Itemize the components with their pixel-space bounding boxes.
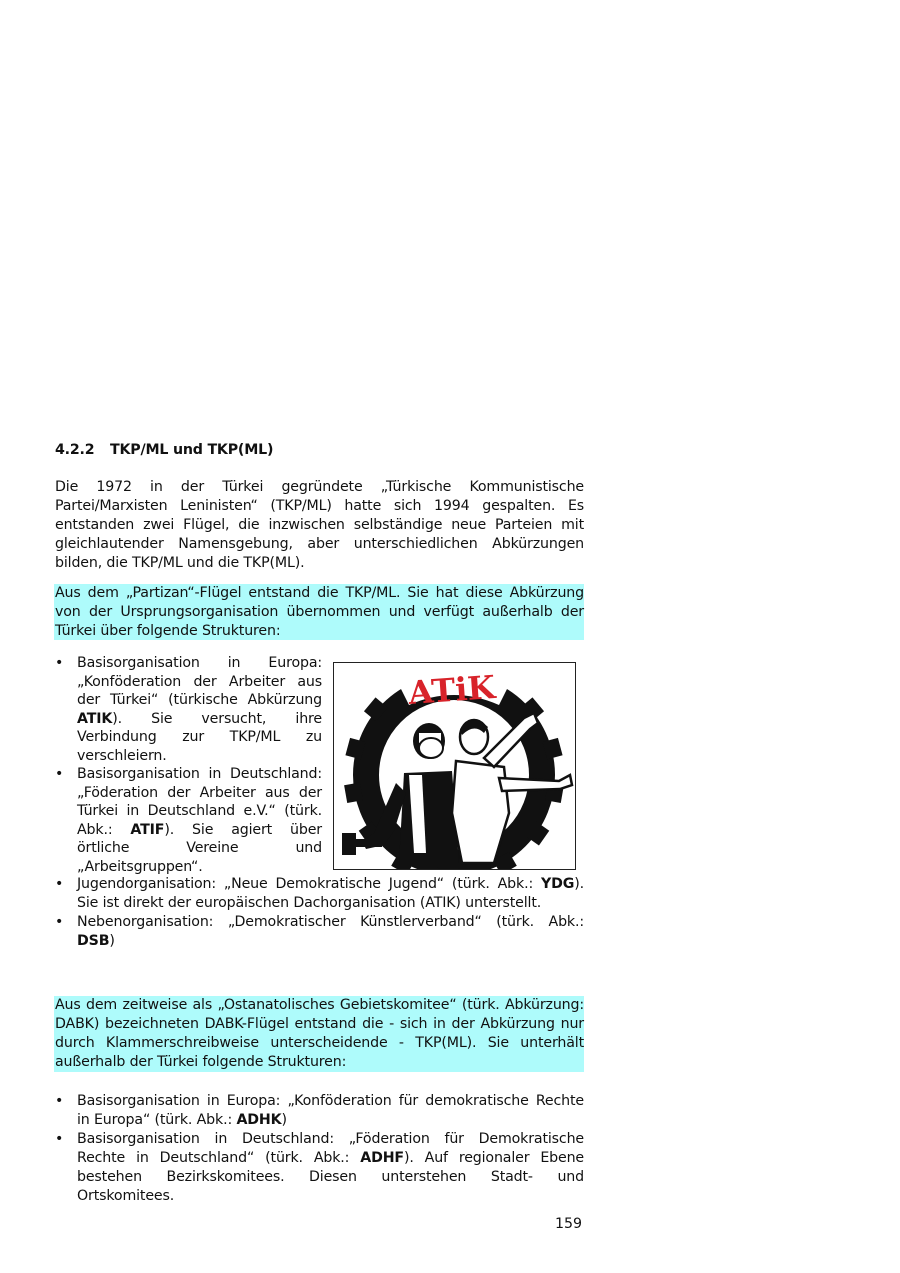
bullet-icon: • — [55, 655, 64, 671]
list-item: • Jugendorganisation: „Neue Demokratische Jugend“ (türk. Abk.: YDG). Sie ist direkt der europäischen Dachorganisation (ATIK) unterstellt. — [55, 876, 584, 911]
list-item: • Basisorganisation in Europa: „Konföderation für demokratische Rechte in Europa“ (türk. Abk.: ADHK) — [55, 1093, 584, 1128]
abbreviation: YDG — [541, 876, 575, 892]
partizan-structures-list-wrapped — [55, 654, 322, 876]
abbreviation: DSB — [77, 933, 110, 949]
abbreviation: ADHK — [236, 1112, 282, 1128]
atik-logo-icon — [334, 663, 575, 869]
bullet-icon: • — [55, 876, 64, 892]
abbreviation: ADHF — [360, 1150, 404, 1166]
dabk-structures-list — [55, 1092, 584, 1206]
section-heading — [55, 442, 273, 458]
highlighted-paragraph-dabk: Aus dem zeitweise als „Ostanatolisches Gebietskomitee“ (türk. Abkürzung: DABK) bezeichneten DABK-Flügel entstand die - sich in der Abkürzung nur durch Klammerschreibweise unterscheidende - TKP(ML). Sie unterhält außerhalb der Türkei folgende Strukturen: — [55, 997, 584, 1070]
section-number: 4.2.2 — [55, 442, 95, 458]
list-item: • Basisorganisation in Deutschland: „Föderation für Demokratische Rechte in Deutschland“ (türk. Abk.: ADHF). Auf regionaler Ebene bestehen Bezirkskomitees. Diesen unterstehen Stadt- und Ortskomitees. — [55, 1131, 584, 1204]
intro-paragraph: Die 1972 in der Türkei gegründete „Türkische Kommunistische Partei/Marxisten Leninisten“ (TKP/ML) hatte sich 1994 gespalten. Es entstanden zwei Flügel, die inzwischen selbständige neue Parteien mit gleichlautender Namensgebung, aber unterschiedlichen Abkürzungen bilden, die TKP/ML und die TKP(ML). — [55, 479, 584, 571]
page-number: 159 — [555, 1216, 583, 1232]
bullet-icon: • — [55, 1131, 64, 1147]
list-item: • Nebenorganisation: „Demokratischer Künstlerverband“ (türk. Abk.: DSB) — [55, 914, 584, 949]
list-item: • Basisorganisation in Deutschland: „Föderation der Arbeiter aus der Türkei in Deutschland e.V.“ (türk. Abk.: ATIF). Sie agiert über örtliche Vereine und „Arbeitsgruppen“. — [55, 766, 322, 875]
partizan-structures-list — [55, 875, 584, 951]
bullet-icon: • — [55, 766, 64, 782]
atik-logo-figure — [333, 662, 576, 870]
list-item: • Basisorganisation in Europa: „Konföderation der Arbeiter aus der Türkei“ (türkische Abkürzung ATIK). Sie versucht, ihre Verbindung zur TKP/ML zu verschleiern. — [55, 655, 322, 764]
highlighted-paragraph-partizan: Aus dem „Partizan“-Flügel entstand die TKP/ML. Sie hat diese Abkürzung von der Ursprungsorganisation übernommen und verfügt außerhalb der Türkei über folgende Strukturen: — [55, 585, 584, 639]
abbreviation: ATIK — [77, 710, 113, 727]
logo-text: ATiK — [407, 668, 497, 712]
abbreviation: ATIF — [130, 821, 165, 838]
section-title: TKP/ML und TKP(ML) — [110, 442, 274, 458]
bullet-icon: • — [55, 914, 64, 930]
bullet-icon: • — [55, 1093, 64, 1109]
